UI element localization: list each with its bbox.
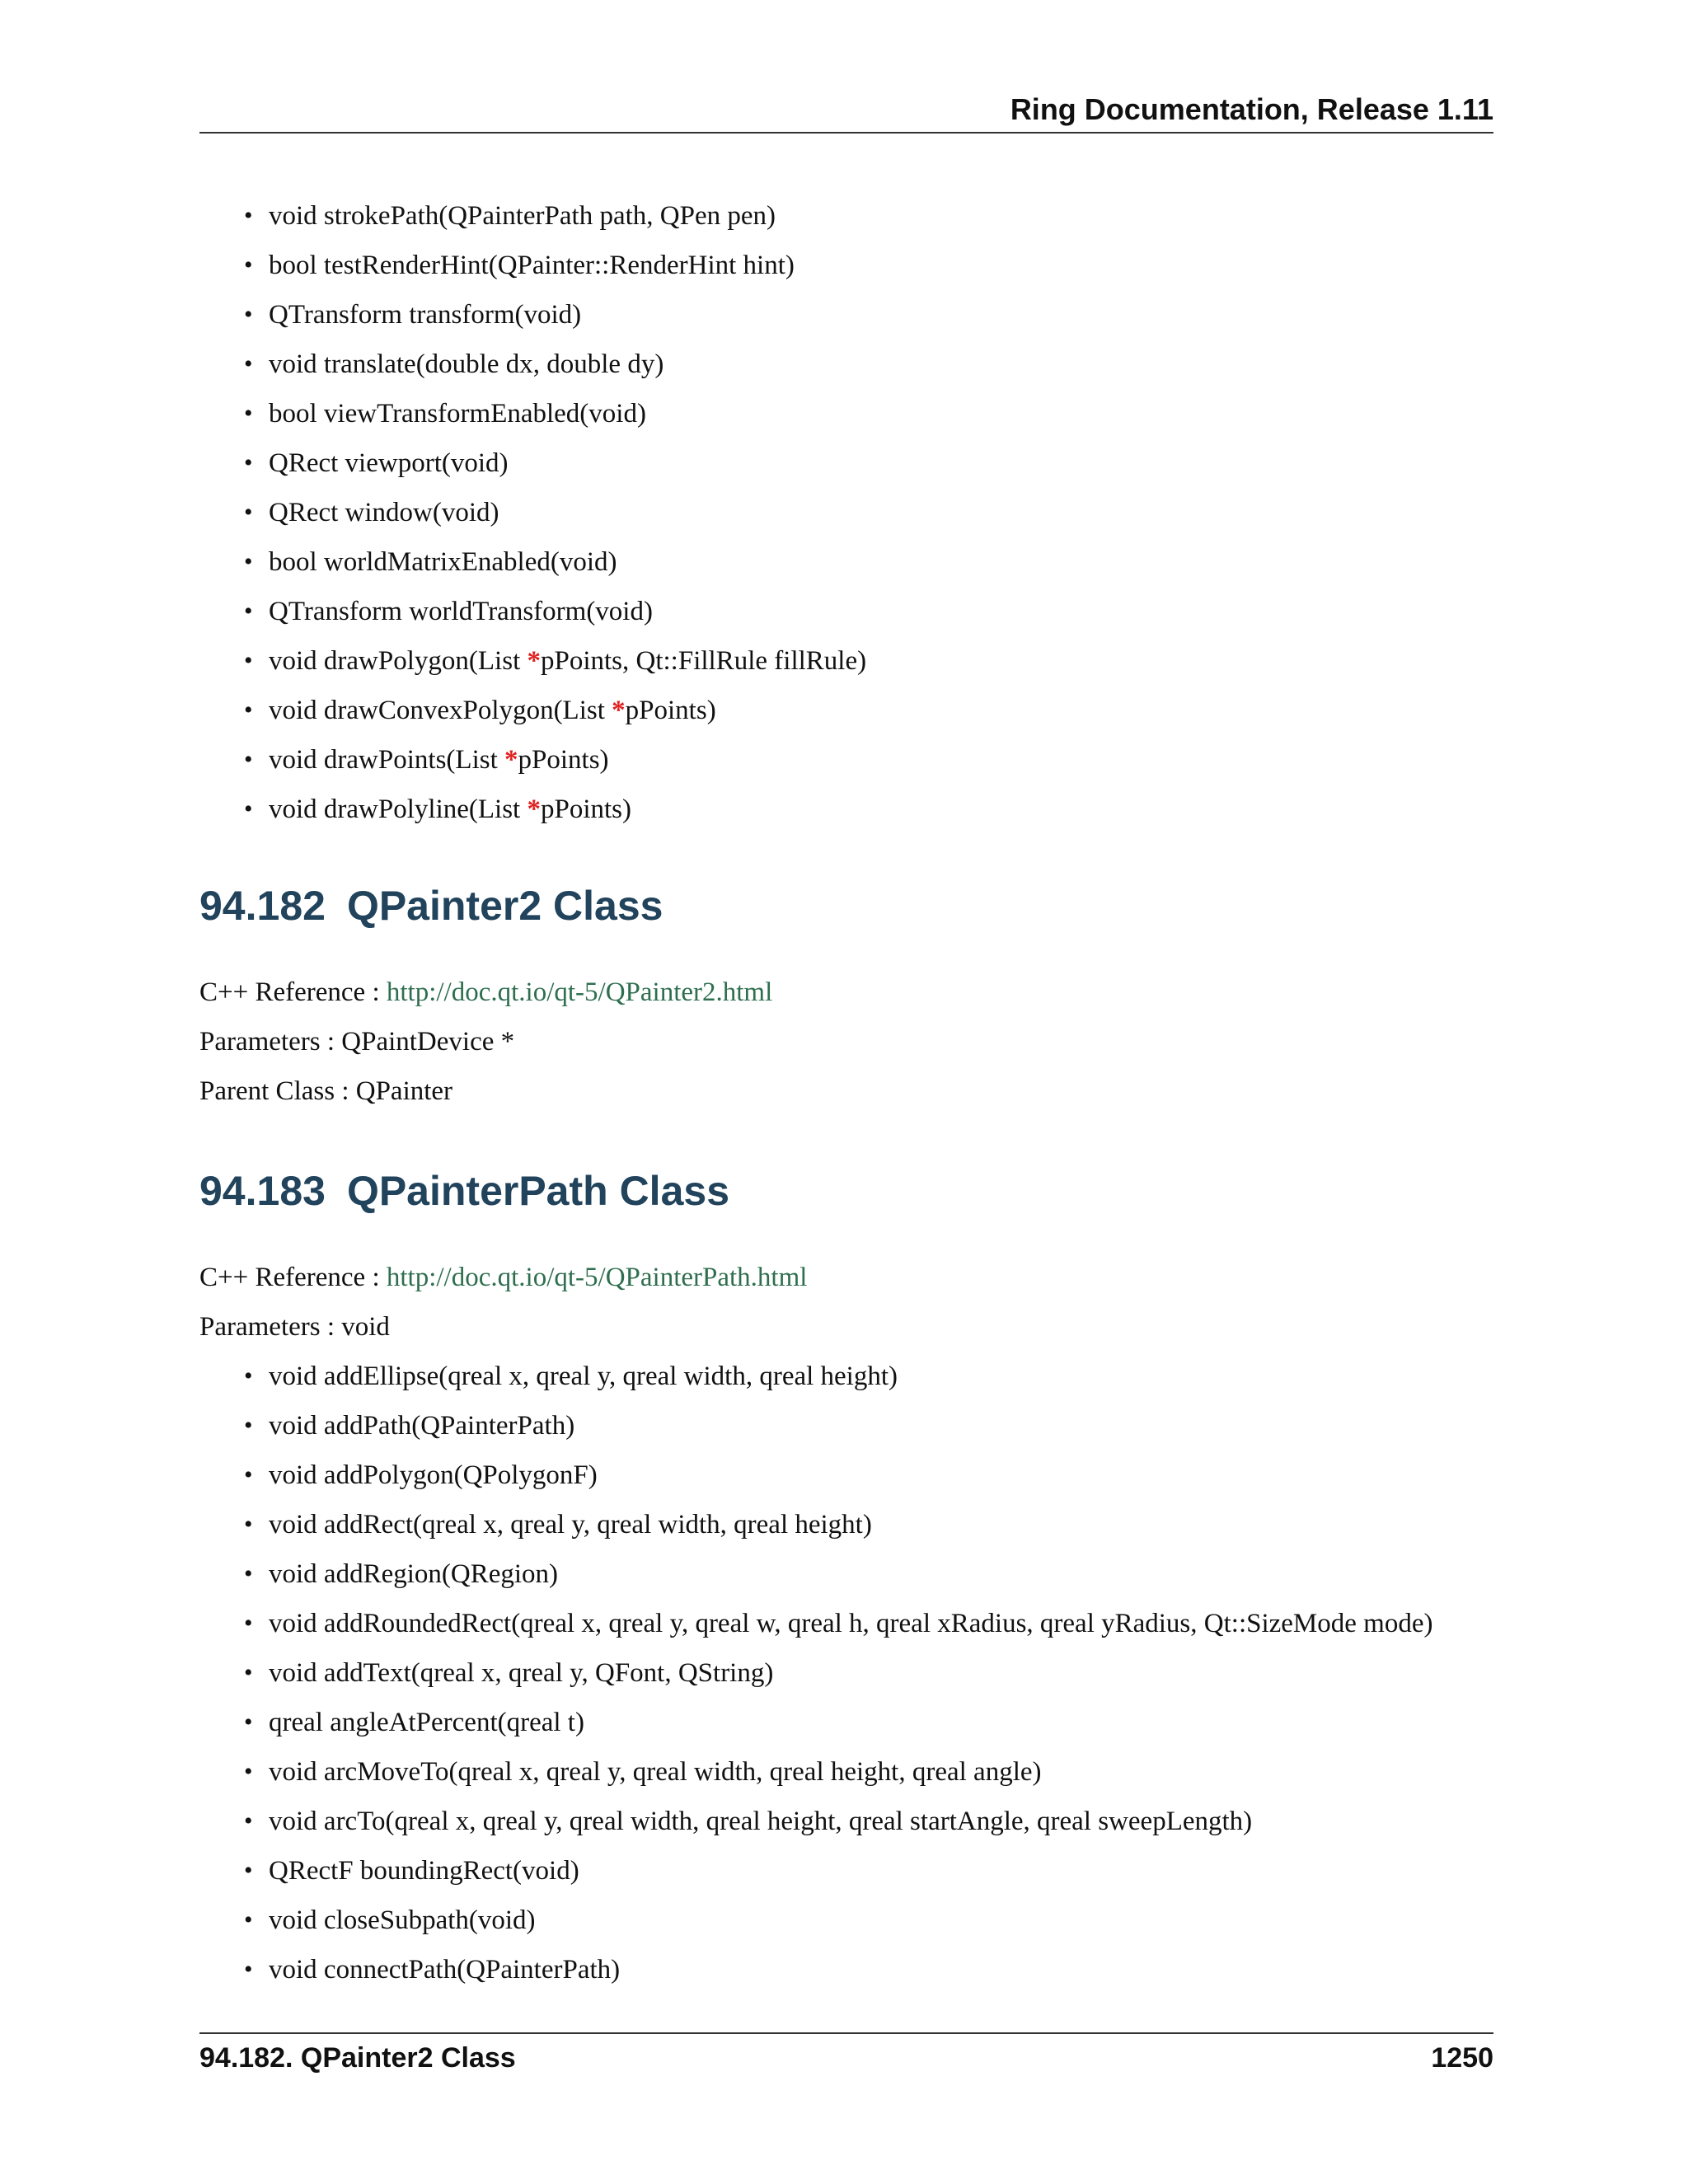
bullet-icon: • [244,400,253,427]
list-item [244,1500,1432,1549]
method-signature: void drawPoints(List [269,745,504,775]
bullet-icon: • [244,449,253,476]
bullet-icon: • [244,1708,253,1736]
bullet-icon: • [244,301,253,328]
method-signature: void addPath(QPainterPath) [269,1411,575,1441]
list-item [244,537,866,587]
method-signature: void addRect(qreal x, qreal y, qreal width, qreal height) [269,1510,872,1540]
method-signature: void addText(qreal x, qreal y, QFont, QString) [269,1658,774,1688]
method-signature: QTransform transform(void) [269,300,582,330]
list-item [244,1896,1432,1945]
method-signature: void closeSubpath(void) [269,1905,536,1935]
method-signature: void connectPath(QPainterPath) [269,1955,621,1985]
list-item [244,1401,1432,1451]
section-number: 94.182 [199,883,326,929]
list-item [244,1549,1432,1599]
bullet-icon: • [244,1610,253,1637]
list-item [244,636,866,686]
bullet-icon: • [244,598,253,625]
method-signature: QTransform worldTransform(void) [269,597,653,626]
method-signature: bool worldMatrixEnabled(void) [269,547,617,577]
list-item [244,488,866,537]
method-signature: qreal angleAtPercent(qreal t) [269,1708,584,1737]
method-signature: void drawPolygon(List [269,646,528,676]
bullet-icon: • [244,202,253,229]
list-item [244,1797,1432,1846]
list-item [244,1352,1432,1401]
bullet-icon: • [244,1807,253,1835]
method-signature: bool testRenderHint(QPainter::RenderHint hint) [269,251,795,280]
asterisk-marker: * [527,794,541,824]
bullet-icon: • [244,548,253,575]
bullet-icon: • [244,350,253,377]
list-item [244,1698,1432,1747]
method-signature: QRect viewport(void) [269,448,509,478]
bullet-icon: • [244,1560,253,1587]
method-signature: void arcTo(qreal x, qreal y, qreal width, qreal height, qreal startAngle, qreal sweepLength) [269,1807,1253,1836]
parameters-line: Parameters : void [199,1312,390,1342]
bullet-icon: • [244,1956,253,1983]
cpp-reference-link[interactable]: http://doc.qt.io/qt-5/QPainterPath.html [386,1263,808,1292]
method-signature: void addPolygon(QPolygonF) [269,1460,598,1490]
method-signature: void arcMoveTo(qreal x, qreal y, qreal width, qreal height, qreal angle) [269,1757,1042,1787]
parent-class-line: Parent Class : QPainter [199,1076,453,1106]
section-title-text: QPainter2 Class [346,883,663,929]
method-signature: QRect window(void) [269,498,499,527]
bullet-icon: • [244,1511,253,1538]
list-item [244,1599,1432,1648]
method-signature-rest: pPoints) [518,745,609,775]
bullet-icon: • [244,1461,253,1488]
list-item [244,1945,1432,1994]
list-item [244,785,866,834]
list-item [244,1648,1432,1698]
list-item [244,241,866,290]
cpp-reference-label: C++ Reference : [199,977,387,1007]
asterisk-marker: * [527,646,541,676]
bullet-icon: • [244,795,253,823]
method-signature: void drawPolyline(List [269,794,528,824]
method-list-qpainterpath [244,1352,1432,1994]
list-item [244,340,866,389]
bullet-icon: • [244,499,253,526]
cpp-reference-line [199,968,772,1017]
method-list-qpainter [244,191,866,834]
method-signature: bool viewTransformEnabled(void) [269,399,646,429]
parameters-line: Parameters : QPaintDevice * [199,1027,515,1057]
cpp-reference-label: C++ Reference : [199,1263,387,1292]
bullet-icon: • [244,1412,253,1439]
bullet-icon: • [244,647,253,674]
cpp-reference-line [199,1253,807,1302]
section-title-text: QPainterPath Class [346,1168,729,1214]
section-heading-qpainter2 [199,882,663,930]
method-signature: QRectF boundingRect(void) [269,1856,579,1886]
bullet-icon: • [244,1659,253,1686]
list-item [244,290,866,340]
list-item [244,587,866,636]
bullet-icon: • [244,696,253,724]
bullet-icon: • [244,1906,253,1933]
bullet-icon: • [244,251,253,279]
bullet-icon: • [244,1758,253,1785]
asterisk-marker: * [504,745,518,775]
method-signature-rest: pPoints, Qt::FillRule fillRule) [540,646,867,676]
footer-section-title: 94.182. QPainter2 Class [199,2042,516,2074]
method-signature: void addRegion(QRegion) [269,1559,559,1589]
list-item [244,686,866,735]
list-item [244,438,866,488]
method-signature: void addEllipse(qreal x, qreal y, qreal width, qreal height) [269,1361,898,1391]
page-header [199,89,1493,134]
section-heading-qpainterpath [199,1167,729,1215]
section-number: 94.183 [199,1168,326,1214]
asterisk-marker: * [612,696,626,725]
document-title: Ring Documentation, Release 1.11 [1010,92,1493,126]
list-item [244,1846,1432,1896]
page-number: 1250 [1431,2042,1493,2074]
list-item [244,191,866,241]
list-item [244,1451,1432,1500]
method-signature: void addRoundedRect(qreal x, qreal y, qreal w, qreal h, qreal xRadius, qreal yRadius, Qt::SizeMode mode) [269,1609,1433,1638]
method-signature: void drawConvexPolygon(List [269,696,612,725]
list-item [244,1747,1432,1797]
method-signature: void strokePath(QPainterPath path, QPen pen) [269,201,776,231]
method-signature: void translate(double dx, double dy) [269,349,664,379]
list-item [244,735,866,785]
bullet-icon: • [244,746,253,773]
list-item [244,389,866,438]
bullet-icon: • [244,1362,253,1390]
method-signature-rest: pPoints) [540,794,631,824]
method-signature-rest: pPoints) [625,696,716,725]
cpp-reference-link[interactable]: http://doc.qt.io/qt-5/QPainter2.html [386,977,773,1007]
bullet-icon: • [244,1857,253,1884]
page-footer [199,2032,1493,2083]
